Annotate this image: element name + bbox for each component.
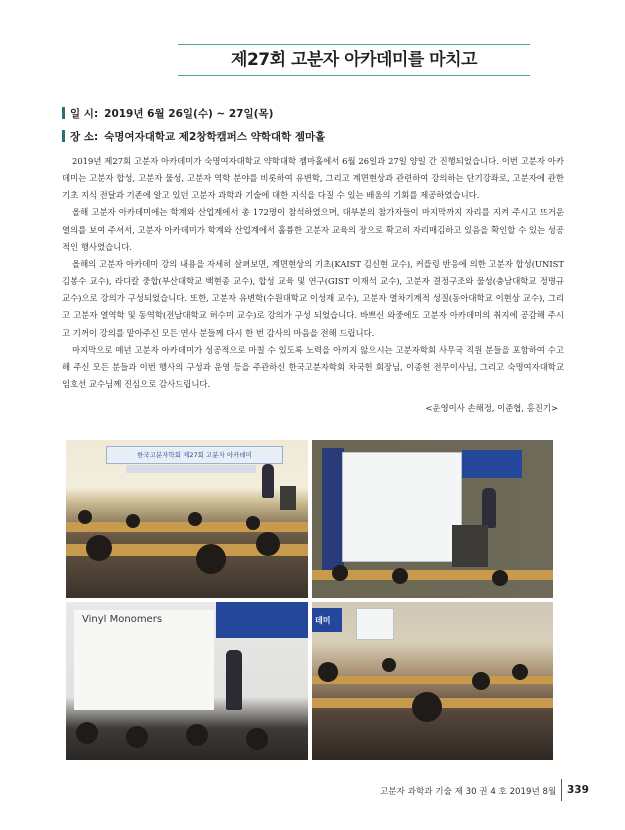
paragraph: 올해 고분자 아카데미에는 학계와 산업계에서 총 172명이 참석하였으며, 대부분의 참가자들이 마지막까지 자리를 지켜 주시고 뜨거운 열의를 보여 주셔서, 고분자 아카데미가 학계와 산업계에서 훌륭한 고분자 교육의 장으로 확고히 자리매김하고 있음을 확인할 수 있는 성공적인 행사였습니다.	[62, 207, 564, 252]
audience-head	[412, 692, 442, 722]
page-title: 제27회 고분자 아카데미를 마치고	[231, 50, 477, 70]
audience-head	[332, 565, 348, 581]
photo-lecture-hall-banner	[66, 440, 308, 598]
info-place	[62, 128, 325, 146]
title-rule-top	[178, 44, 530, 45]
audience-head	[188, 512, 202, 526]
audience-head	[246, 728, 268, 750]
audience-head	[126, 726, 148, 748]
audience-head	[246, 516, 260, 530]
article-body	[62, 153, 564, 393]
audience-head	[512, 664, 528, 680]
date-value: 2019년 6월 26일(수) ~ 27일(목)	[104, 108, 274, 120]
audience-head	[318, 662, 338, 682]
info-date	[62, 105, 273, 123]
banner-fragment	[312, 608, 342, 632]
signature: <운영이사 손해정, 이준협, 홍진기>	[425, 403, 558, 413]
banner-fragment	[216, 602, 308, 638]
date-label: 일 시:	[70, 108, 99, 120]
paragraph: 올해의 고분자 아카데미 강의 내용을 자세히 살펴보면, 계면현상의 기초(KAIST 김신현 교수), 커플링 반응에 의한 고분자 합성(UNIST 김봉수 교수), 라디칼 중합(부산대학교 백현종 교수), 합성 교육 및 연구(GIST 이재석 교수), 고분자 결정구조와 물성(충남대학교 정명규 교수)으로 강의가 구성되었습니다. 또한, 고분자 유변학(수원대학교 이성재 교수), 고분자 열차기계적 성질(동아대학교 이현상 교수), 그리고 고분자 열역학 및 동역학(전남대학교 허수미 교수)로 강의가 구성 되었습니다. 바쁘신 와중에도 고분자 아카데미의 취지에 공감해 주시고 기꺼이 강의를 맡아주신 모든 연사 분들께 다시 한 번 감사의 마음을 전해 드립니다.	[62, 258, 564, 338]
paragraph: 마지막으로 매년 고분자 아카데미가 성공적으로 마칠 수 있도록 노력을 아끼지 않으시는 고분자학회 사무국 직원 분들을 포함하여 수고해 주신 모든 분들과 이번 행사의 구성과 운영 등을 주관하신 한국고분자학회 차국헌 회장님, 이종헌 전무이사님, 그리고 숙명여자대학교 임호선 교수님께 진심으로 감사드립니다.	[62, 344, 564, 390]
audience-head	[78, 510, 92, 524]
projection-screen	[342, 452, 462, 562]
banner-subtitle	[126, 465, 256, 473]
projection-screen	[74, 610, 214, 710]
side-banner	[322, 448, 344, 578]
banner-text: 데미	[315, 616, 331, 625]
podium	[452, 525, 488, 567]
place-label: 장 소:	[70, 131, 99, 143]
info-bar-icon	[62, 107, 65, 119]
title-rule-bottom	[178, 75, 530, 76]
audience-head	[186, 724, 208, 746]
audience-head	[472, 672, 490, 690]
podium	[280, 486, 296, 510]
speaker-figure	[226, 650, 242, 710]
projection-screen	[356, 608, 394, 640]
slide-title: Vinyl Monomers	[82, 614, 163, 625]
footer-separator	[561, 779, 562, 801]
photo-auditorium-wide	[312, 602, 553, 760]
audience-head	[126, 514, 140, 528]
speaker-figure	[262, 464, 274, 498]
paragraph: 2019년 제27회 고분자 아카데미가 숙명여자대학교 약학대학 젬마홀에서 6월 26일과 27일 양일 간 진행되었습니다. 이번 고분자 아카데미는 고분자 합성, 고분자 물성, 고분자 역학 분야를 비롯하여 유변학, 그리고 계면현상과 관련하여 강의하는 단기강좌로, 고분자에 관한 기초 지식 전달과 기존에 알고 있던 고분자 과학과 기술에 대한 지식을 다질 수 있는 배움의 기회를 제공하였습니다.	[62, 156, 564, 201]
audience-head	[256, 532, 280, 556]
photo-vinyl-monomers	[66, 602, 308, 760]
photo-speaker-slide	[312, 440, 553, 598]
seat-row	[66, 522, 308, 532]
audience-head	[76, 722, 98, 744]
event-banner: 한국고분자학회 제27회 고분자 아카데미	[106, 446, 283, 464]
audience-head	[382, 658, 396, 672]
place-value: 숙명여자대학교 제2창학캠퍼스 약학대학 젬마홀	[104, 131, 326, 143]
audience-head	[392, 568, 408, 584]
audience-head	[492, 570, 508, 586]
audience-head	[196, 544, 226, 574]
audience-head	[86, 535, 112, 561]
speaker-figure	[482, 488, 496, 528]
page-number: 339	[567, 784, 589, 796]
info-bar-icon	[62, 130, 65, 142]
banner-fragment	[462, 450, 522, 478]
seat-row	[312, 570, 553, 580]
footer-journal: 고분자 과학과 기술 제 30 권 4 호 2019년 8월	[380, 787, 557, 797]
